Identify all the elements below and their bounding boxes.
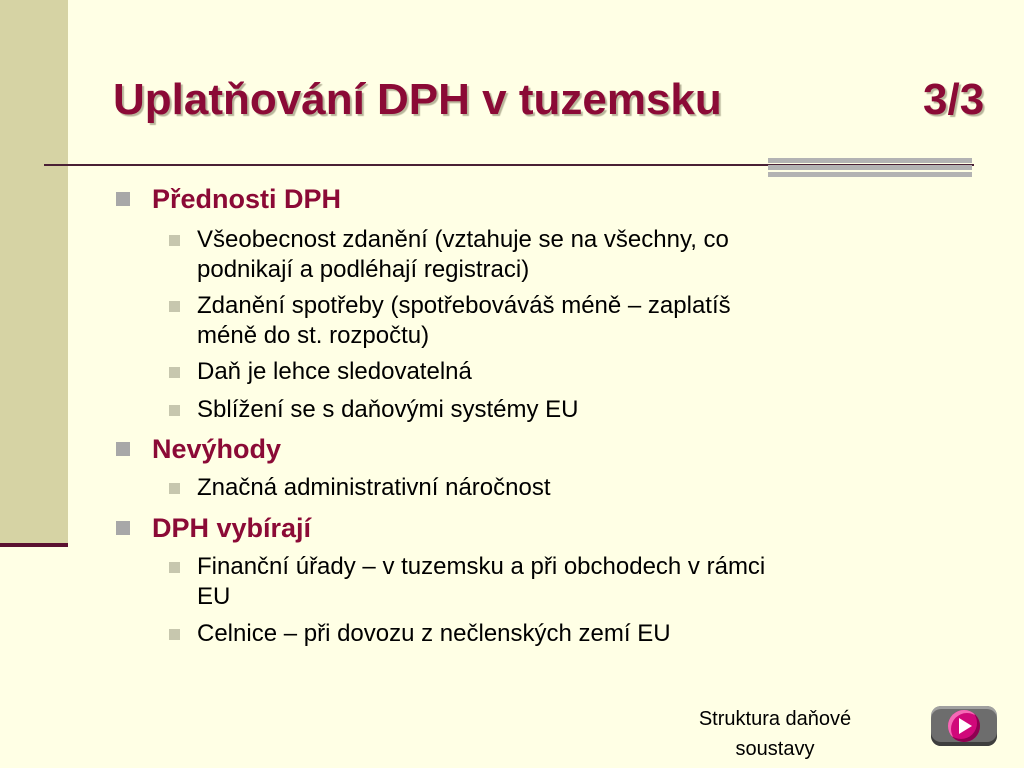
list-item: Finanční úřady – v tuzemsku a při obchodech v rámci EU: [197, 552, 765, 612]
slide-title-number: 3/3: [923, 75, 985, 124]
play-triangle-icon: [959, 718, 972, 734]
square-bullet-icon: [169, 562, 180, 573]
list-item: Všeobecnost zdanění (vztahuje se na všechny, co podnikají a podléhají registraci): [197, 225, 729, 285]
square-bullet-icon: [116, 192, 130, 206]
list-item: Daň je lehce sledovatelná: [197, 357, 472, 387]
section-heading-advantages: Přednosti DPH: [152, 183, 341, 215]
list-item: Zdanění spotřeby (spotřebováváš méně – zaplatíš méně do st. rozpočtu): [197, 291, 731, 351]
next-slide-button[interactable]: [931, 706, 997, 746]
square-bullet-icon: [169, 405, 180, 416]
section-heading-collectors: DPH vybírají: [152, 512, 311, 544]
square-bullet-icon: [169, 235, 180, 246]
square-bullet-icon: [116, 521, 130, 535]
list-item: Sblížení se s daňovými systémy EU: [197, 395, 578, 425]
square-bullet-icon: [169, 301, 180, 312]
square-bullet-icon: [169, 483, 180, 494]
square-bullet-icon: [169, 629, 180, 640]
list-item: Značná administrativní náročnost: [197, 473, 551, 503]
square-bullet-icon: [116, 442, 130, 456]
square-bullet-icon: [169, 367, 180, 378]
list-item: Celnice – při dovozu z nečlenských zemí EU: [197, 619, 671, 649]
next-slide-link[interactable]: Struktura daňové soustavy: [698, 708, 852, 760]
section-heading-disadvantages: Nevýhody: [152, 433, 281, 465]
slide-title-text: Uplatňování DPH v tuzemsku: [113, 75, 722, 124]
